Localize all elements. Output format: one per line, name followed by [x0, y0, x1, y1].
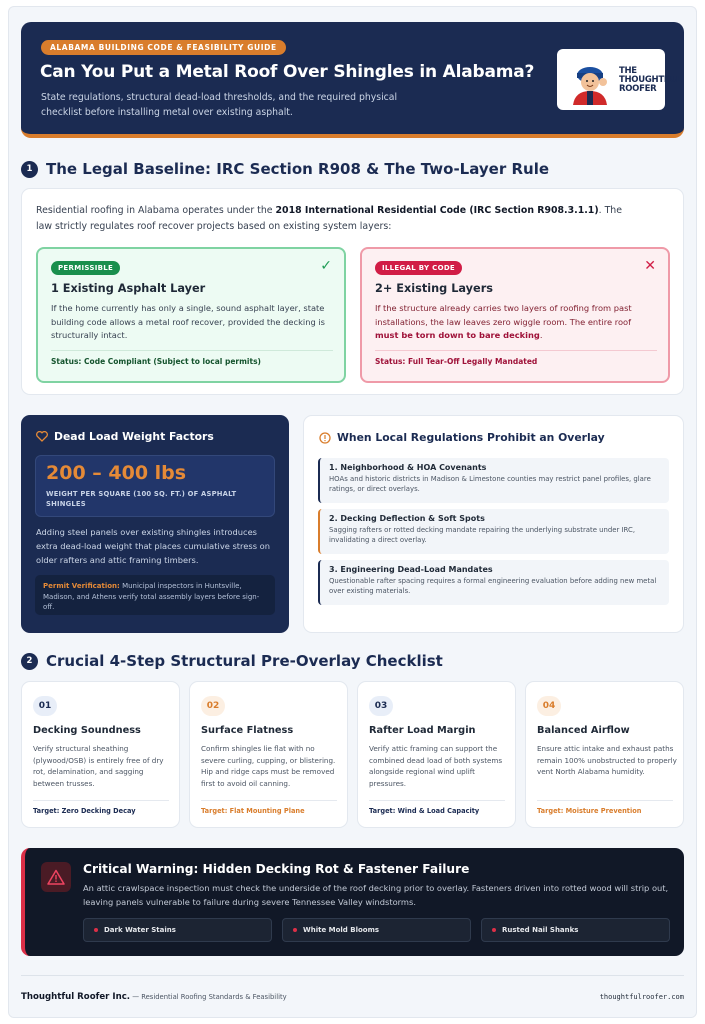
- bullet-dot-icon: [94, 928, 98, 932]
- section-title: Crucial 4-Step Structural Pre-Overlay Checklist: [46, 652, 443, 670]
- step-text: Verify attic framing can support the combined dead load of both systems alongside regional wind uplift pressures.: [369, 744, 503, 788]
- warning-text: An attic crawlspace inspection must check the underside of the roof decking prior to overlay. Fasteners driven into rotted wood will strip out, leaving panels vulnerable to failure during severe Tennessee Valley windstorms.: [83, 883, 669, 907]
- company-logo: [557, 49, 682, 110]
- company-logo-text: THE THOUGHTFUL ROOFER: [619, 66, 682, 94]
- warning-title: Critical Warning: Hidden Decking Rot & Fastener Failure: [83, 862, 470, 876]
- list-item: 2. Decking Deflection & Soft Spots Sagging rafters or rotted decking mandate repairing the underlying substrate under IRC, invalidating a direct overlay.: [318, 509, 669, 554]
- step-number: 01: [33, 696, 57, 716]
- section-2-heading: [21, 652, 443, 670]
- guide-tag: ALABAMA BUILDING CODE & FEASIBILITY GUIDE: [41, 40, 286, 55]
- permissible-text: If the home currently has only a single, sound asphalt layer, state building code allows a metal roof recover, provided the decking is structurally intact.: [51, 303, 325, 341]
- weight-value: 200 – 400 lbs: [46, 462, 187, 484]
- step-title: Surface Flatness: [201, 725, 294, 736]
- warning-icon-box: [41, 862, 71, 892]
- footer-url-link[interactable]: thoughtfulroofer.com: [599, 993, 684, 1001]
- check-icon: ✓: [320, 258, 332, 274]
- checklist-step: [525, 681, 684, 828]
- weight-stat-box: [35, 455, 275, 517]
- local-regulations-card: [303, 415, 684, 633]
- permissible-box: [36, 247, 346, 383]
- warning-chip: White Mold Blooms: [282, 918, 471, 942]
- step-title: Balanced Airflow: [537, 725, 630, 736]
- page-title: Can You Put a Metal Roof Over Shingles in Alabama?: [40, 62, 535, 82]
- info-circle-icon: [319, 432, 331, 444]
- roofer-mascot-icon: [565, 55, 615, 105]
- legal-baseline-card: [21, 188, 684, 395]
- legal-intro-text: Residential roofing in Alabama operates under the 2018 International Residential Code (IRC Section R908.3.1.1). The law strictly regulates roof recover projects based on existing system layers:: [36, 205, 623, 232]
- warning-triangle-icon: [47, 869, 65, 885]
- checklist-step: [189, 681, 348, 828]
- local-regulations-heading: When Local Regulations Prohibit an Overlay: [319, 431, 605, 444]
- page-subtitle: State regulations, structural dead-load thresholds, and the required physical checklist before installing metal over existing asphalt.: [41, 92, 398, 118]
- hero-banner: [21, 22, 684, 138]
- section-title: The Legal Baseline: IRC Section R908 & The Two-Layer Rule: [46, 160, 550, 178]
- section-number-badge: 2: [21, 653, 38, 670]
- checklist-step: [21, 681, 180, 828]
- step-title: Decking Soundness: [33, 725, 141, 736]
- warning-chip: Rusted Nail Shanks: [481, 918, 670, 942]
- footer-company: Thoughtful Roofer Inc. — Residential Roofing Standards & Feasibility: [21, 992, 287, 1002]
- critical-warning-panel: [21, 848, 684, 956]
- step-number: 03: [369, 696, 393, 716]
- footer: [21, 975, 684, 1005]
- list-item: 3. Engineering Dead-Load Mandates Questionable rafter spacing requires a formal engineering evaluation before adding new metal over existing materials.: [318, 560, 669, 605]
- permissible-title: 1 Existing Asphalt Layer: [51, 282, 206, 295]
- illegal-status: Status: Full Tear-Off Legally Mandated: [375, 350, 657, 366]
- step-target: Target: Wind & Load Capacity: [369, 800, 505, 815]
- dead-load-card: [21, 415, 289, 633]
- illegal-tag: ILLEGAL BY CODE: [375, 261, 462, 275]
- dead-load-description: Adding steel panels over existing shingles introduces extra dead-load weight that places cumulative stress on older rafters and attic framing timbers.: [36, 527, 271, 565]
- permissible-status: Status: Code Compliant (Subject to local permits): [51, 350, 333, 366]
- list-item: 1. Neighborhood & HOA Covenants HOAs and historic districts in Madison & Limestone counties may restrict panel profiles, glare ratings, or direct overlays.: [318, 458, 669, 503]
- step-title: Rafter Load Margin: [369, 725, 476, 736]
- section-1-heading: [21, 160, 549, 178]
- x-icon: ✕: [644, 258, 656, 274]
- illegal-box: [360, 247, 670, 383]
- illegal-text: If the structure already carries two layers of roofing from past installations, the law leaves zero wiggle room. The entire roof must be torn down to bare decking.: [375, 303, 632, 341]
- checklist-step: [357, 681, 516, 828]
- step-target: Target: Zero Decking Decay: [33, 800, 169, 815]
- step-target: Target: Moisture Prevention: [537, 800, 673, 815]
- permit-verification-note: Permit Verification: Municipal inspectors in Huntsville, Madison, and Athens verify total assembly layers before sign-off.: [35, 575, 275, 615]
- step-text: Confirm shingles lie flat with no severe curling, cupping, or blistering. Hip and ridge caps must be removed first to avoid oil canning.: [201, 744, 336, 788]
- bullet-dot-icon: [293, 928, 297, 932]
- step-target: Target: Flat Mounting Plane: [201, 800, 337, 815]
- warning-chip: Dark Water Stains: [83, 918, 272, 942]
- step-number: 04: [537, 696, 561, 716]
- weight-label: WEIGHT PER SQUARE (100 SQ. FT.) OF ASPHALT SHINGLES: [46, 490, 237, 508]
- step-text: Ensure attic intake and exhaust paths remain 100% unobstructed to properly vent North Alabama humidity.: [537, 744, 677, 777]
- heart-icon: [36, 431, 48, 442]
- section-number-badge: 1: [21, 161, 38, 178]
- step-text: Verify structural sheathing (plywood/OSB) is entirely free of dry rot, delamination, and sagging between trusses.: [33, 744, 164, 788]
- bullet-dot-icon: [492, 928, 496, 932]
- permissible-tag: PERMISSIBLE: [51, 261, 120, 275]
- step-number: 02: [201, 696, 225, 716]
- dead-load-heading: Dead Load Weight Factors: [36, 430, 214, 443]
- illegal-title: 2+ Existing Layers: [375, 282, 493, 295]
